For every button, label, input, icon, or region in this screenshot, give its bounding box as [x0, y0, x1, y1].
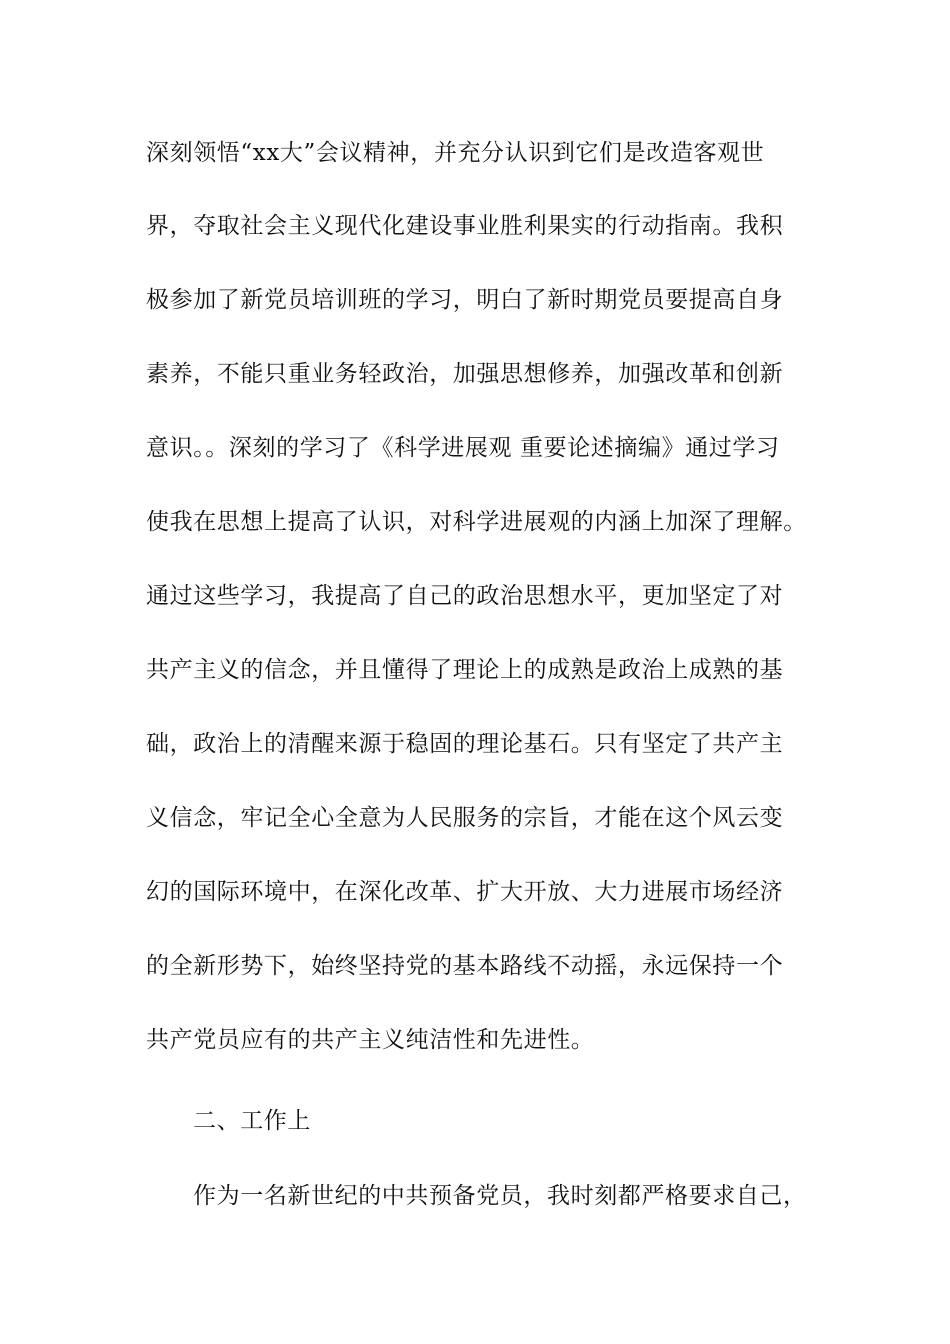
- body-text-line: 界，夺取社会主义现代化建设事业胜利果实的行动指南。我积: [146, 213, 784, 239]
- body-text-line: 素养，不能只重业务轻政治，加强思想修养，加强改革和创新: [146, 361, 784, 387]
- body-text-line: 共产主义的信念，并且懂得了理论上的成熟是政治上成熟的基: [146, 657, 784, 683]
- body-text-line: 共产党员应有的共产主义纯洁性和先进性。: [146, 1027, 595, 1053]
- body-text-line: 深刻领悟“xx大”会议精神，并充分认识到它们是改造客观世: [146, 140, 765, 166]
- body-text-line: 使我在思想上提高了认识，对科学进展观的内涵上加深了理解。: [146, 509, 807, 535]
- section-heading: 二、工作上: [193, 1108, 311, 1134]
- body-text-line: 础，政治上的清醒来源于稳固的理论基石。只有坚定了共产主: [146, 731, 784, 757]
- paragraph-first-line: 作为一名新世纪的中共预备党员，我时刻都严格要求自己，: [193, 1183, 807, 1209]
- body-text-line: 极参加了新党员培训班的学习，明白了新时期党员要提高自身: [146, 287, 784, 313]
- body-text-line: 义信念，牢记全心全意为人民服务的宗旨，才能在这个风云变: [146, 805, 784, 831]
- body-text-line: 通过这些学习，我提高了自己的政治思想水平，更加坚定了对: [146, 583, 784, 609]
- body-text-line: 的全新形势下，始终坚持党的基本路线不动摇，永远保持一个: [146, 953, 784, 979]
- body-text-line: 意识。。深刻的学习了《科学进展观 重要论述摘编》通过学习: [146, 435, 780, 461]
- body-text-line: 幻的国际环境中，在深化改革、扩大开放、大力进展市场经济: [146, 879, 784, 905]
